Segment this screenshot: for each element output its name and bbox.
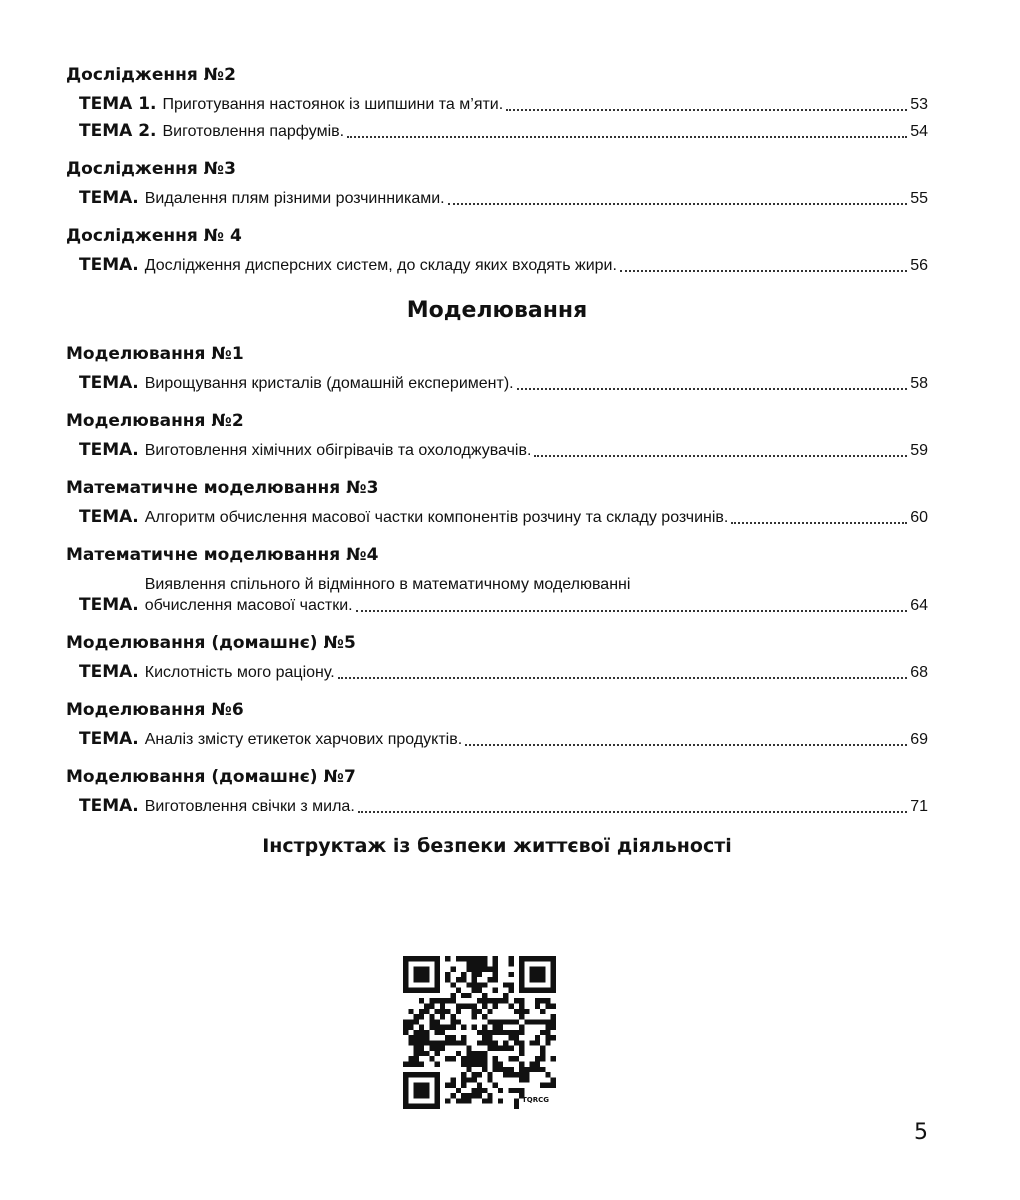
toc-group bbox=[66, 764, 928, 817]
toc-entry-title-line1: Виявлення спільного й відмінного в математичному моделюванні bbox=[144, 576, 631, 593]
toc-entry-page: 69 bbox=[910, 731, 928, 748]
toc-entry-page: 53 bbox=[910, 96, 928, 113]
toc-entry-title: Видалення плям різними розчинниками. bbox=[144, 190, 445, 207]
toc-entry-page: 71 bbox=[910, 798, 928, 815]
dot-leader bbox=[534, 454, 907, 457]
toc-group-heading: Дослідження №3 bbox=[66, 159, 236, 179]
section-title-safety: Інструктаж із безпеки життєвої діяльності bbox=[262, 835, 732, 857]
dot-leader bbox=[465, 743, 907, 746]
toc-entry-lead: ТЕМА. bbox=[79, 729, 139, 749]
toc-entry-lead: ТЕМА. bbox=[79, 440, 139, 460]
dot-leader bbox=[448, 202, 908, 205]
toc-entry-page: 64 bbox=[910, 597, 928, 614]
toc-entry-page: 60 bbox=[910, 509, 928, 526]
toc-entry[interactable] bbox=[79, 796, 928, 817]
toc-entry-title: Приготування настоянок із шипшини та м’яти. bbox=[162, 96, 504, 113]
toc-entry[interactable] bbox=[79, 662, 928, 683]
toc-entry-title: Алгоритм обчислення масової частки компонентів розчину та складу розчинів. bbox=[144, 509, 729, 526]
toc-entry[interactable] bbox=[79, 94, 928, 115]
toc-entry-lead: ТЕМА 2. bbox=[79, 121, 157, 141]
toc-group-heading: Дослідження №2 bbox=[66, 65, 236, 85]
toc-group-heading: Моделювання №6 bbox=[66, 700, 244, 720]
toc-group bbox=[66, 62, 928, 142]
dot-leader bbox=[347, 135, 907, 138]
toc-entry-title: Дослідження дисперсних систем, до складу яких входять жири. bbox=[144, 257, 617, 274]
modeling-groups bbox=[66, 341, 928, 817]
qr-code-image[interactable] bbox=[403, 956, 556, 1109]
toc-entry-lead: ТЕМА. bbox=[79, 188, 139, 208]
toc-group bbox=[66, 475, 928, 528]
dot-leader bbox=[338, 676, 907, 679]
toc-entry-page: 55 bbox=[910, 190, 928, 207]
research-groups bbox=[66, 62, 928, 276]
toc-group bbox=[66, 408, 928, 461]
toc-entry-title: Кислотність мого раціону. bbox=[144, 664, 335, 681]
page-number: 5 bbox=[914, 1120, 928, 1145]
toc-entry-page: 56 bbox=[910, 257, 928, 274]
toc-entry[interactable] bbox=[79, 188, 928, 209]
toc-entry-page: 58 bbox=[910, 375, 928, 392]
toc-group bbox=[66, 630, 928, 683]
toc-entry-page: 59 bbox=[910, 442, 928, 459]
toc-entry-lead: ТЕМА. bbox=[79, 595, 139, 615]
toc-group bbox=[66, 542, 928, 616]
toc-group-heading: Математичне моделювання №4 bbox=[66, 545, 379, 565]
dot-leader bbox=[731, 521, 907, 524]
toc-entry[interactable] bbox=[79, 729, 928, 750]
toc-entry[interactable] bbox=[79, 373, 928, 394]
toc-entry-lead: ТЕМА. bbox=[79, 796, 139, 816]
toc-entry-title: Виготовлення свічки з мила. bbox=[144, 798, 355, 815]
toc-entry[interactable] bbox=[79, 440, 928, 461]
dot-leader bbox=[517, 387, 908, 390]
toc-entry-title: Виготовлення хімічних обігрівачів та охолоджувачів. bbox=[144, 442, 532, 459]
toc-group-heading: Моделювання (домашнє) №5 bbox=[66, 633, 356, 653]
toc-entry-page: 68 bbox=[910, 664, 928, 681]
toc-entry-lead: ТЕМА. bbox=[79, 662, 139, 682]
dot-leader bbox=[620, 269, 907, 272]
toc-group-heading: Дослідження № 4 bbox=[66, 226, 242, 246]
toc-entry-title: обчислення масової частки. bbox=[144, 597, 353, 614]
toc-entry[interactable] bbox=[79, 574, 928, 616]
toc-entry-title: Виготовлення парфумів. bbox=[162, 123, 345, 140]
toc-group-heading: Математичне моделювання №3 bbox=[66, 478, 379, 498]
toc-group bbox=[66, 697, 928, 750]
toc-entry-lead: ТЕМА. bbox=[79, 255, 139, 275]
qr-generator-label: TQRCG bbox=[522, 1096, 549, 1104]
toc-entry-title: Вирощування кристалів (домашній експеримент). bbox=[144, 375, 514, 392]
toc-entry[interactable] bbox=[79, 255, 928, 276]
dot-leader bbox=[356, 609, 908, 612]
toc-group bbox=[66, 156, 928, 209]
toc-entry[interactable] bbox=[79, 121, 928, 142]
toc-entry-title: Аналіз змісту етикеток харчових продуктів. bbox=[144, 731, 463, 748]
table-of-contents bbox=[66, 62, 928, 871]
dot-leader bbox=[358, 810, 907, 813]
toc-group-heading: Моделювання №1 bbox=[66, 344, 244, 364]
toc-entry[interactable] bbox=[79, 507, 928, 528]
dot-leader bbox=[506, 108, 907, 111]
toc-entry-page: 54 bbox=[910, 123, 928, 140]
toc-entry-lead: ТЕМА 1. bbox=[79, 94, 157, 114]
toc-group-heading: Моделювання (домашнє) №7 bbox=[66, 767, 356, 787]
toc-entry-lead: ТЕМА. bbox=[79, 507, 139, 527]
toc-group bbox=[66, 341, 928, 394]
toc-group bbox=[66, 223, 928, 276]
section-title-modeling: Моделювання bbox=[406, 298, 588, 323]
toc-group-heading: Моделювання №2 bbox=[66, 411, 244, 431]
toc-entry-lead: ТЕМА. bbox=[79, 373, 139, 393]
